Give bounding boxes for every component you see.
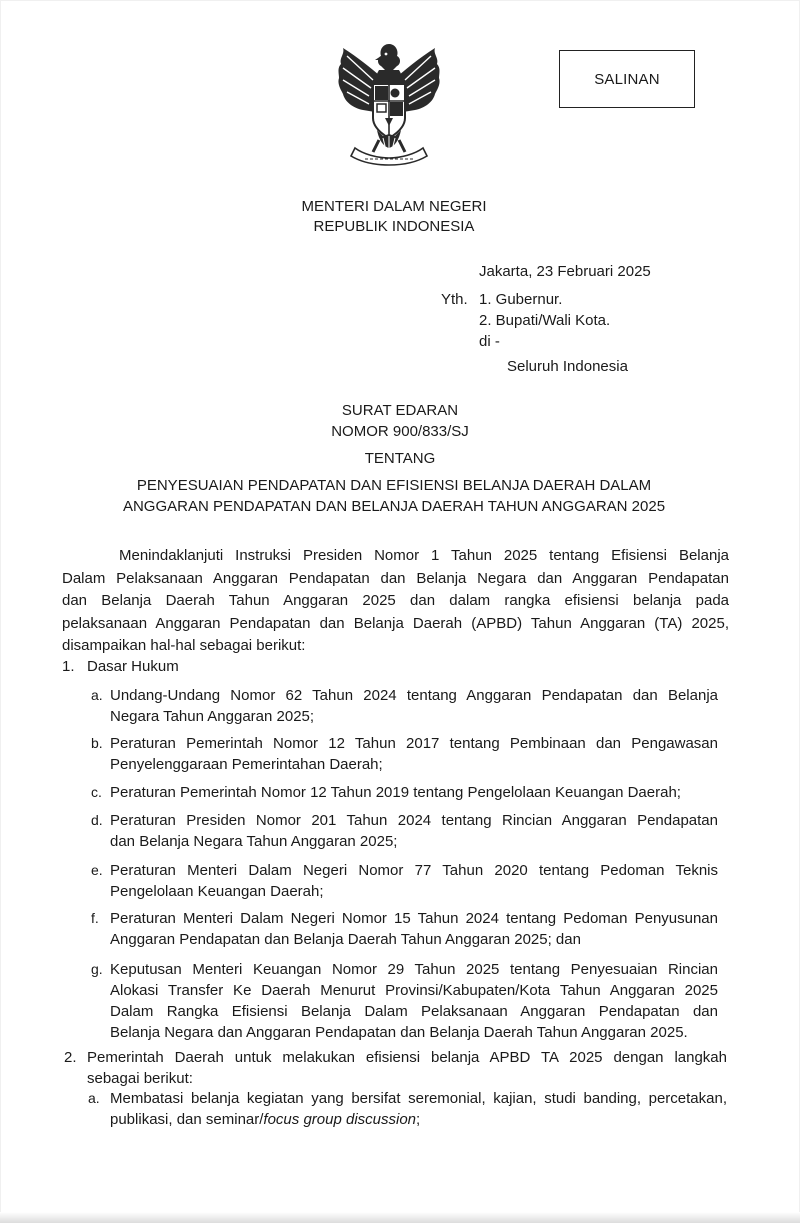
- list-item-line: [110, 1109, 727, 1130]
- section-2-line: Pemerintah Daerah untuk melakukan efisiensi belanja APBD TA 2025 dengan langkah: [87, 1049, 727, 1066]
- list-item-marker: b.: [91, 735, 103, 751]
- list-item-marker: f.: [91, 910, 99, 926]
- destination: Seluruh Indonesia: [507, 358, 628, 375]
- list-item: [110, 959, 718, 1043]
- list-item-line: Peraturan Pemerintah Nomor 12 Tahun 2019 tentang Pengelolaan Keuangan Daerah;: [110, 784, 681, 801]
- garuda-emblem-icon: [333, 40, 445, 166]
- document-type: SURAT EDARAN: [341, 402, 459, 419]
- page-bottom-edge: [0, 1212, 800, 1223]
- document-number: NOMOR 900/833/SJ: [331, 423, 469, 440]
- about-label: TENTANG: [364, 450, 436, 467]
- intro-line: disampaikan hal-hal sebagai berikut:: [62, 637, 306, 654]
- issuer-title: MENTERI DALAM NEGERI: [301, 198, 487, 215]
- list-item-line: Peraturan Pemerintah Nomor 12 Tahun 2017 tentang Pembinaan dan Pengawasan: [110, 735, 718, 752]
- list-item-line: Anggaran Pendapatan dan Belanja Daerah Tahun Anggaran 2025; dan: [110, 931, 581, 948]
- list-item-line: dan Belanja Negara Tahun Anggaran 2025;: [110, 833, 398, 850]
- list-item: [110, 860, 718, 902]
- subject-line-1: PENYESUAIAN PENDAPATAN DAN EFISIENSI BELANJA DAERAH DALAM: [136, 477, 652, 494]
- list-item-line: Undang-Undang Nomor 62 Tahun 2024 tentang Anggaran Pendapatan dan Belanja: [110, 687, 718, 704]
- intro-paragraph: [62, 545, 729, 658]
- list-item: [110, 908, 718, 950]
- list-item-marker: a.: [91, 687, 103, 703]
- list-item: [110, 1088, 727, 1130]
- section-1-marker: 1.: [62, 658, 75, 675]
- list-item-marker: c.: [91, 784, 102, 800]
- list-item: [110, 685, 718, 727]
- copy-stamp-label: SALINAN: [594, 70, 660, 88]
- list-item: [110, 810, 718, 852]
- list-item-text: publikasi, dan seminar/: [110, 1111, 264, 1128]
- subject-line-2: ANGGARAN PENDAPATAN DAN BELANJA DAERAH TAHUN ANGGARAN 2025: [122, 498, 666, 515]
- list-item-line: Penyelenggaraan Pemerintahan Daerah;: [110, 756, 383, 773]
- list-item-line: Keputusan Menteri Keuangan Nomor 29 Tahun 2025 tentang Penyesuaian Rincian: [110, 961, 718, 978]
- list-item-marker: a.: [88, 1090, 100, 1106]
- list-item-line: Alokasi Transfer Ke Daerah Menurut Provinsi/Kabupaten/Kota Tahun Anggaran 2025: [110, 982, 718, 999]
- list-item-line: Peraturan Menteri Dalam Negeri Nomor 15 Tahun 2024 tentang Pedoman Penyusunan: [110, 910, 718, 927]
- di-label: di -: [479, 333, 500, 350]
- list-item-line: Peraturan Menteri Dalam Negeri Nomor 77 Tahun 2020 tentang Pedoman Teknis: [110, 862, 718, 879]
- list-item-line: Belanja Negara dan Anggaran Pendapatan dan Belanja Daerah Tahun Anggaran 2025.: [110, 1024, 688, 1041]
- copy-stamp-box: [559, 50, 695, 108]
- list-item-line: Pengelolaan Keuangan Daerah;: [110, 883, 324, 900]
- issuer-country: REPUBLIK INDONESIA: [313, 218, 475, 235]
- list-item: [110, 733, 718, 775]
- place-date: Jakarta, 23 Februari 2025: [479, 263, 651, 280]
- section-2-text: [87, 1047, 727, 1089]
- list-item-marker: d.: [91, 812, 103, 828]
- list-item-line: Membatasi belanja kegiatan yang bersifat seremonial, kajian, studi banding, percetakan,: [110, 1090, 727, 1107]
- list-item-line: Negara Tahun Anggaran 2025;: [110, 708, 315, 725]
- list-item: [110, 782, 718, 803]
- list-item-line: Dalam Rangka Efisiensi Belanja Dalam Pelaksanaan Anggaran Pendapatan dan: [110, 1003, 718, 1020]
- list-item-marker: e.: [91, 862, 103, 878]
- list-item-punctuation: ;: [416, 1111, 421, 1128]
- intro-line: Menindaklanjuti Instruksi Presiden Nomor 1 Tahun 2025 tentang Efisiensi Belanja: [119, 547, 729, 564]
- recipient-1: 1. Gubernur.: [479, 291, 563, 308]
- section-2-line: sebagai berikut:: [87, 1070, 193, 1087]
- intro-line: pelaksanaan Anggaran Pendapatan dan Belanja Daerah (APBD) Tahun Anggaran (TA) 2025,: [62, 614, 729, 632]
- list-item-italic-text: focus group discussion: [263, 1111, 417, 1128]
- intro-line: Dalam Pelaksanaan Anggaran Pendapatan dan Belanja Negara dan Anggaran Pendapatan: [62, 569, 729, 587]
- list-item-marker: g.: [91, 961, 103, 977]
- section-2-marker: 2.: [64, 1049, 77, 1066]
- section-1-heading: Dasar Hukum: [87, 658, 179, 675]
- intro-line: dan Belanja Daerah Tahun Anggaran 2025 dan dalam rangka efisiensi belanja pada: [62, 592, 729, 609]
- list-item-line: Peraturan Presiden Nomor 201 Tahun 2024 tentang Rincian Anggaran Pendapatan: [110, 812, 718, 829]
- recipient-2: 2. Bupati/Wali Kota.: [479, 312, 611, 329]
- to-label: Yth.: [441, 291, 468, 308]
